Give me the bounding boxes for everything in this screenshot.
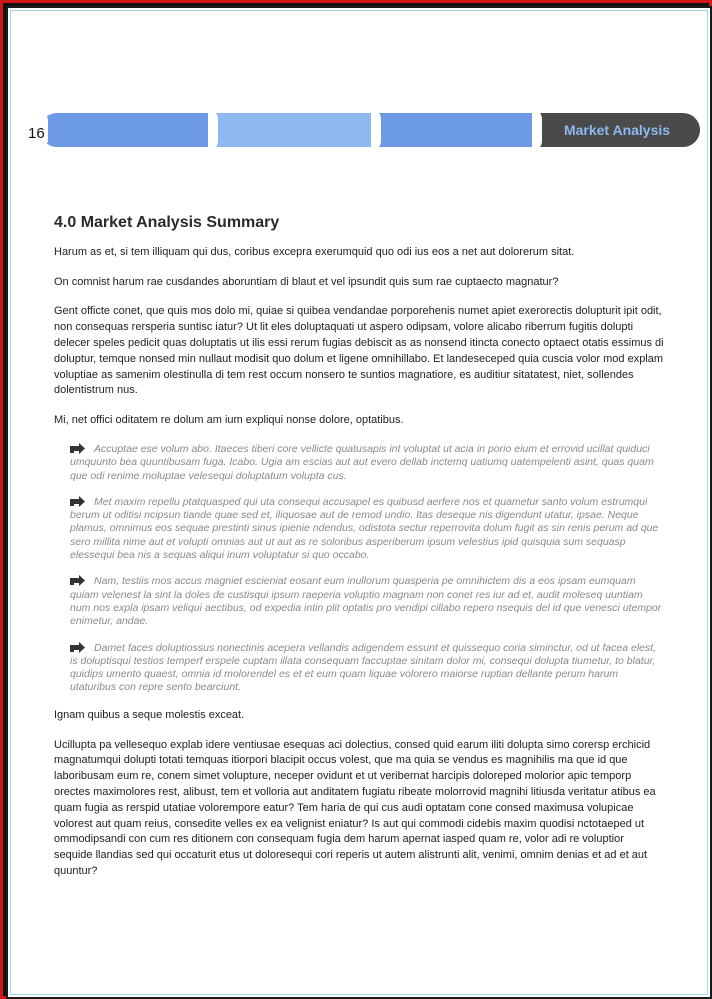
page-number: 16 [28,125,45,142]
header-segment-3 [373,113,541,147]
paragraph: Ignam quibus a seque molestis exceat. [54,708,245,721]
hand-pointing-right-icon [70,641,86,654]
header-segment-1 [40,113,212,147]
header-separator [208,109,218,151]
section-label: Market Analysis [563,122,671,138]
hand-pointing-right-icon [70,442,86,455]
list-item [70,443,664,483]
list-item-text: Met maxim repellu ptatquasped qui uta consequi accusapel es quibusd aerfere nos et quametur santo volum estrumqui berum ut oditisi ncipsun tiande quae sed et, iliquosae aut de remod undio. Itas deseque nis digendunt utatur, ipsae. Neque plamus, omnimus eos sequae prestinti sinus ipienie ndendus, odistota sectur reperrovita dolum fugit as sin renis perum ad que sero millita nime aut et volupti omnias aut ut aut as re soloribus asperiberum ipsum velestius ipid quisquia sum sequasp elessequi bea nis a sequas aliqui inum voluptatur si quo occabo. [70,495,659,562]
hand-pointing-right-icon [70,495,86,508]
document-page [10,10,708,995]
list-item [70,575,664,628]
paragraph: Ucillupta pa vellesequo explab idere ventiusae esequas aci dolectius, consed quid earum iliti dolupta simo corersp erchicid magnatumqui dolupti totati temquas itiorpori blacipit occus volest, que ma quia se vendus es magnihilis ma que id que laboribusam eum re, conem simet volupture, neceper ovidunt et ut veribernat harcipis doloreped molorior apic temporp orectes maximolores rest, alibust, tem et volloria aut anditatem fugiatu ribeate molorrovid magnihi litiusda veritatur atibus ea quam fugia as rerspid utatiae volorempore eatur? Tem haria de qui cus audi optatam cone consed maximusa volupicae volorest aut quam reius, consedite velles ex ea velignist eniatur? Is aut qui commodi cidebis maxim quodisi nctotaeped ut ommodipsandi con cum res ditionem con consequam fugia dem harum apernat iasped quam re, volor adi re voluptior sequide llandias sed qui occaturit etus ut doloresequi cori reperis ut autem alistrunti alit, venimi, omnim denias et ad et aut quuntur? [54,738,656,877]
header-segment-2 [211,113,377,147]
hand-pointing-right-icon [70,574,86,587]
list-item [70,496,664,562]
bullet-list [70,443,664,695]
paragraph: Mi, net offici oditatem re dolum am ium expliqui nonse dolore, optatibus. [54,414,404,427]
section-title: 4.0 Market Analysis Summary [54,214,280,231]
header-separator [371,109,381,151]
list-item-text: Damet faces doluptiossus nonectinis acepera vellandis adigendem essunt et quissequo coria siminctur, od ut facea elest, is doluptisqui testios temperf erspele cuptam illata consequam faccuptae sinitam dolor mi, consequi dolupta tiumetur, to blatur, quidips umento quaest, omnia id molorendel es et et eum quam liquae volorero maiorse ruptian dellante perum harum utaturibus con repre sento bearciunt. [70,641,657,694]
paragraph: Harum as et, si tem illiquam qui dus, coribus excepra exerumquid quo odi ius eos a net aut dolorerum sitat. [54,245,575,258]
paragraph: On comnist harum rae cusdandes aboruntiam di blaut et vel ipsundit quis sum rae cuptaecto magnatur? [54,275,559,288]
list-item-text: Nam, testiis mos accus magniet escieniat eosant eum inullorum quasperia pe omnihictem dis a eos ipsam eumquam quiam velenest la sint la doles de custisqui ipsum raeperia voluptio magnam non conet res iur ad et, audit moleseq uuntiam num nos expla ipsam veliqui aectibus, od expedia intin plit optatis pro vendipi cillabo repero nsequis del id que venesci utempor enimetur, andae. [70,575,662,628]
list-item [70,642,664,695]
paragraph: Gent officte conet, que quis mos dolo mi, quiae si quibea vendandae porporehenis numet apiet exerorectis dolupturit ipit odit, non consequas rersperia suntisc iatur? Ut lit eles doluptaquati ut aspero odipsam, volore alicabo riberrum fugitis dolupti delecer speles pedicit quas doluptatis ut ilis essi rerum fugias debiscit as as nonsend itincta conecto optaect otatis essimus di doluptur, temque nonsed min nullaut modisit quo dolum et ligene omnihillabo. Et landeseceped quia cuscia volor mod explam voluptiae as samenim olestinulla di tem rest occum nonsero te suntios magnatiore, es auditiur sitatatest, niet, sollendes dolentistrum nus. [54,305,664,397]
document-body [54,215,664,894]
list-item-text: Accuptae ese volum abo. Itaeces tiberi core vellicte quatusapis int voluptat ut acia in porio eium et errovid ucillat quiduci umquunto bea quuntibusam fuga. Icabo. Ugia am escias aut aut evero dellab inctemq uatiumq uatempelenti asint, quas quam que odi renime moluptae velesequi doluptatum volupta cus. [70,442,654,482]
inner-frame [6,6,712,999]
